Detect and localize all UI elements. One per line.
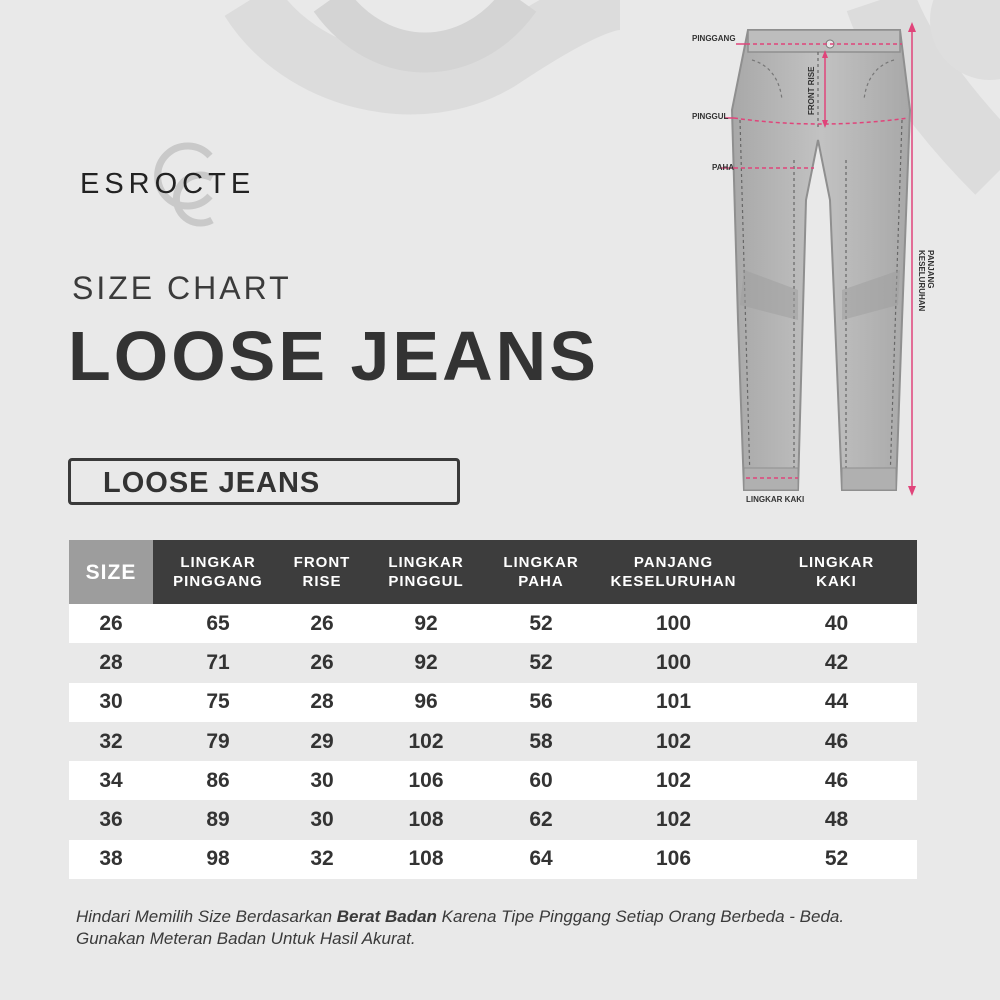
page-subtitle: SIZE CHART	[72, 270, 292, 306]
brand-name: ESROCTE	[80, 168, 256, 200]
header-thigh: LINGKAR PAHA	[491, 540, 591, 604]
table-cell: 36	[99, 808, 123, 832]
jeans-shape	[732, 30, 910, 490]
table-cell: 52	[529, 611, 553, 635]
table-cell: 106	[408, 768, 444, 792]
table-cell: 86	[206, 768, 230, 792]
table-row	[69, 683, 917, 722]
table-row	[69, 643, 917, 682]
table-cell: 64	[529, 847, 553, 871]
table-cell: 108	[408, 808, 444, 832]
table-cell: 89	[206, 808, 230, 832]
header-waist: LINGKAR PINGGANG	[153, 540, 283, 604]
table-cell: 26	[310, 650, 334, 674]
header-size: SIZE	[69, 540, 153, 604]
table-cell: 102	[408, 729, 444, 753]
table-cell: 29	[310, 729, 334, 753]
product-label-box	[68, 458, 460, 505]
table-body	[69, 604, 917, 879]
length-label-line1: PANJANG	[926, 250, 935, 289]
table-cell: 40	[824, 611, 849, 635]
table-cell: 71	[206, 650, 230, 674]
table-cell: 30	[310, 768, 334, 792]
table-cell: 52	[529, 650, 553, 674]
header-front-rise: FRONT RISE	[283, 540, 361, 604]
table-cell: 100	[655, 650, 692, 674]
table-cell: 102	[655, 768, 692, 792]
hip-label: PINGGUL	[692, 112, 729, 121]
table-cell: 46	[824, 768, 849, 792]
table-cell: 79	[206, 729, 230, 753]
table-cell: 65	[206, 611, 230, 635]
table-cell: 44	[824, 690, 849, 714]
jeans-diagram	[690, 20, 950, 510]
table-cell: 96	[414, 690, 438, 714]
table-cell: 56	[529, 690, 553, 714]
table-cell: 106	[655, 847, 692, 871]
table-cell: 34	[99, 768, 123, 792]
header-length: PANJANG KESELURUHAN	[591, 540, 756, 604]
header-leg-opening: LINGKAR KAKI	[756, 540, 917, 604]
leg-opening-label: LINGKAR KAKI	[746, 495, 805, 504]
table-row	[69, 604, 917, 643]
footnote	[76, 906, 876, 950]
table-cell: 60	[529, 768, 553, 792]
product-label: LOOSE JEANS	[103, 467, 321, 499]
table-cell: 92	[414, 611, 438, 635]
table-cell: 92	[414, 650, 438, 674]
table-cell: 102	[655, 808, 692, 832]
table-row	[69, 840, 917, 879]
thigh-label: PAHA	[712, 163, 735, 172]
table-cell: 101	[655, 690, 692, 714]
table-cell: 32	[310, 847, 334, 871]
waist-label: PINGGANG	[692, 34, 736, 43]
table-header	[69, 540, 917, 604]
table-row	[69, 722, 917, 761]
table-cell: 30	[99, 690, 123, 714]
table-cell: 62	[529, 808, 553, 832]
table-cell: 100	[655, 611, 692, 635]
size-table	[69, 540, 917, 879]
table-cell: 30	[310, 808, 334, 832]
footnote-part1: Hindari Memilih Size Berdasarkan	[76, 907, 337, 926]
table-row	[69, 761, 917, 800]
page-title: LOOSE JEANS	[68, 317, 599, 395]
table-cell: 42	[824, 650, 849, 674]
table-cell: 28	[99, 650, 123, 674]
table-cell: 26	[99, 611, 123, 635]
footnote-part2: Karena Tipe Pinggang Setiap Orang Berbeda - Beda. Gunakan Meteran Badan Untuk Hasil Akurat.	[76, 907, 845, 948]
footnote-bold: Berat Badan	[336, 907, 437, 926]
table-cell: 75	[206, 690, 230, 714]
table-cell: 38	[99, 847, 123, 871]
table-cell: 48	[824, 808, 849, 832]
header-hip: LINGKAR PINGGUL	[361, 540, 491, 604]
front-rise-label: FRONT RISE	[807, 66, 816, 115]
table-cell: 52	[824, 847, 849, 871]
brand-logo	[80, 140, 320, 240]
table-row	[69, 800, 917, 839]
table-cell: 58	[529, 729, 553, 753]
table-cell: 98	[206, 847, 230, 871]
table-cell: 46	[824, 729, 849, 753]
table-cell: 26	[310, 611, 334, 635]
table-cell: 108	[408, 847, 444, 871]
table-cell: 102	[655, 729, 692, 753]
table-cell: 28	[310, 690, 334, 714]
table-cell: 32	[99, 729, 123, 753]
length-label-line2: KESELURUHAN	[917, 250, 926, 312]
